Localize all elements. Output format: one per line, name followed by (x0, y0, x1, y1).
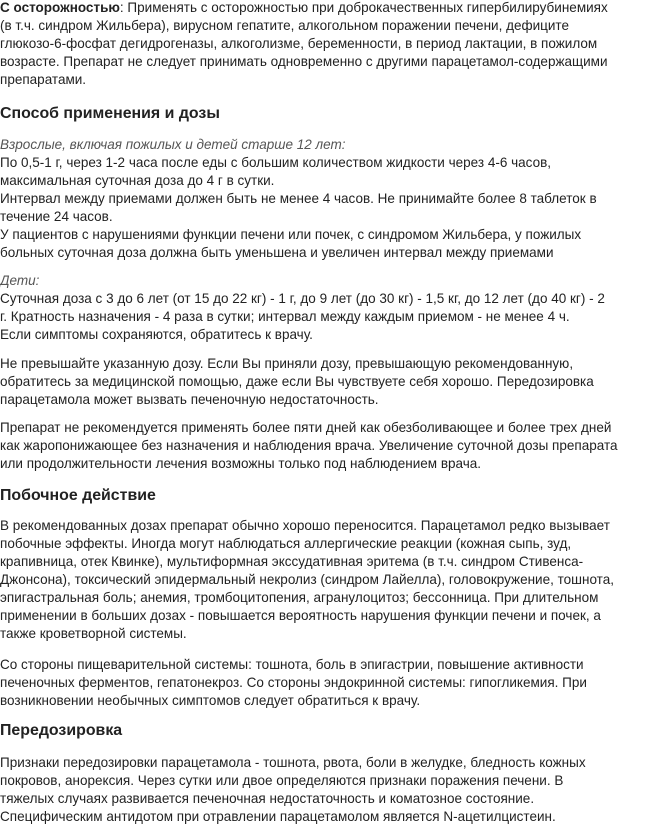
caution-paragraph (0, 0, 661, 89)
text-line: Если симптомы сохраняются, обратитесь к врачу. (0, 327, 313, 342)
text-line: как жаропонижающее без назначения и наблюдения врача. Увеличение суточной дозы препарата (0, 438, 618, 453)
text-line: Суточная доза с 3 до 6 лет (от 15 до 22 кг) - 1 г, до 9 лет (до 30 кг) - 1,5 кг, до 12 лет (до 40 кг) - 2 (0, 291, 605, 306)
text-line: Со стороны пищеварительной системы: тошнота, боль в эпигастрии, повышение активности (0, 657, 584, 672)
dosage-children-paragraph (0, 272, 661, 344)
text-line: покровов, анорексия. Через сутки или двое определяются признаки поражения печени. В (0, 773, 564, 788)
dosage-heading: Способ применения и дозы (0, 105, 220, 122)
text-line: максимальная суточная доза до 4 г в сутки. (0, 173, 275, 188)
text-line: глюкозо-6-фосфат дегидрогеназы, алкоголизме, беременности, в период лактации, в пожилом (0, 36, 598, 51)
text-line: больных суточная доза должна быть уменьшена и увеличен интервал между приемами (0, 245, 554, 260)
text-line: побочные эффекты. Иногда могут наблюдаться аллергические реакции (кожная сыпь, зуд, (0, 536, 572, 551)
text-line: Признаки передозировки парацетамола - тошнота, рвота, боли в желудке, бледность кожных (0, 755, 586, 770)
text-line: Препарат не рекомендуется применять более пяти дней как обезболивающее и более трех дней (0, 420, 612, 435)
dosage-adults-paragraph (0, 136, 661, 262)
text-line: возрасте. Препарат не следует принимать одновременно с другими парацетамол-содержащими (0, 54, 608, 69)
text-line: Специфическим антидотом при отравлении парацетамолом является N-ацетилцистеин. (0, 809, 556, 824)
text-line: эпигастральная боль; анемия, тромбоцитопения, агранулоцитоз; бессонница. При длительном (0, 590, 599, 605)
caution-label: С осторожностью (0, 0, 120, 15)
text-line: Не превышайте указанную дозу. Если Вы приняли дозу, превышающую рекомендованную, (0, 356, 574, 371)
side-effects-paragraph-1 (0, 517, 661, 643)
text-line: течение 24 часов. (0, 209, 113, 224)
text-line (0, 0, 657, 17)
text-line: По 0,5-1 г, через 1-2 часа после еды с большим количеством жидкости через 4-6 часов, (0, 155, 552, 170)
text-line: или продолжительности лечения возможны только под наблюдением врача. (0, 456, 482, 471)
children-label: Дети: (0, 273, 40, 288)
text-line: обратитесь за медицинской помощью, даже если Вы чувствуете себя хорошо. Передозировка (0, 374, 594, 389)
adults-label: Взрослые, включая пожилых и детей старше 12 лет: (0, 137, 346, 152)
side-effects-heading: Побочное действие (0, 487, 156, 504)
text-line: применении в больших дозах - повышается вероятность нарушения функции печени и почек, а (0, 608, 601, 623)
caution-first-line: : Применять с осторожностью при доброкачественных гипербилирубинемиях (119, 0, 608, 15)
overdose-heading: Передозировка (0, 722, 123, 739)
text-line: также кроветворной системы. (0, 626, 187, 641)
side-effects-paragraph-2 (0, 656, 661, 710)
text-line: тяжелых случаях развивается печеночная недостаточность и коматозное состояние. (0, 791, 535, 806)
text-line: Джонсона), токсический эпидермальный некролиз (синдром Лайелла), головокружение, тошнота, (0, 572, 614, 587)
text-line: возникновении необычных симптомов следует обратиться к врачу. (0, 693, 421, 708)
text-line: г. Кратность назначения - 4 раза в сутки; интервал между каждым приемом - не менее 4 ч. (0, 309, 570, 324)
text-line: печеночных ферментов, гепатонекроз. Со стороны эндокринной системы: гипогликемия. При (0, 675, 587, 690)
text-line: крапивница, отек Квинке), мультиформная экссудативная эритема (в т.ч. синдром Стивенса- (0, 554, 584, 569)
text-line: У пациентов с нарушениями функции печени или почек, с синдромом Жильбера, у пожилых (0, 227, 582, 242)
text-line: Интервал между приемами должен быть не менее 4 часов. Не принимайте более 8 таблеток в (0, 191, 597, 206)
text-line: В рекомендованных дозах препарат обычно хорошо переносится. Парацетамол редко вызывает (0, 518, 610, 533)
overdose-paragraph (0, 754, 661, 826)
text-line: парацетамола может вызвать печеночную недостаточность. (0, 392, 379, 407)
dosage-duration-paragraph (0, 419, 661, 473)
dosage-warning-paragraph (0, 355, 661, 409)
text-line: препаратами. (0, 72, 87, 87)
text-line: (в т.ч. синдром Жильбера), вирусном гепатите, алкогольном поражении печени, дефиците (0, 18, 569, 33)
